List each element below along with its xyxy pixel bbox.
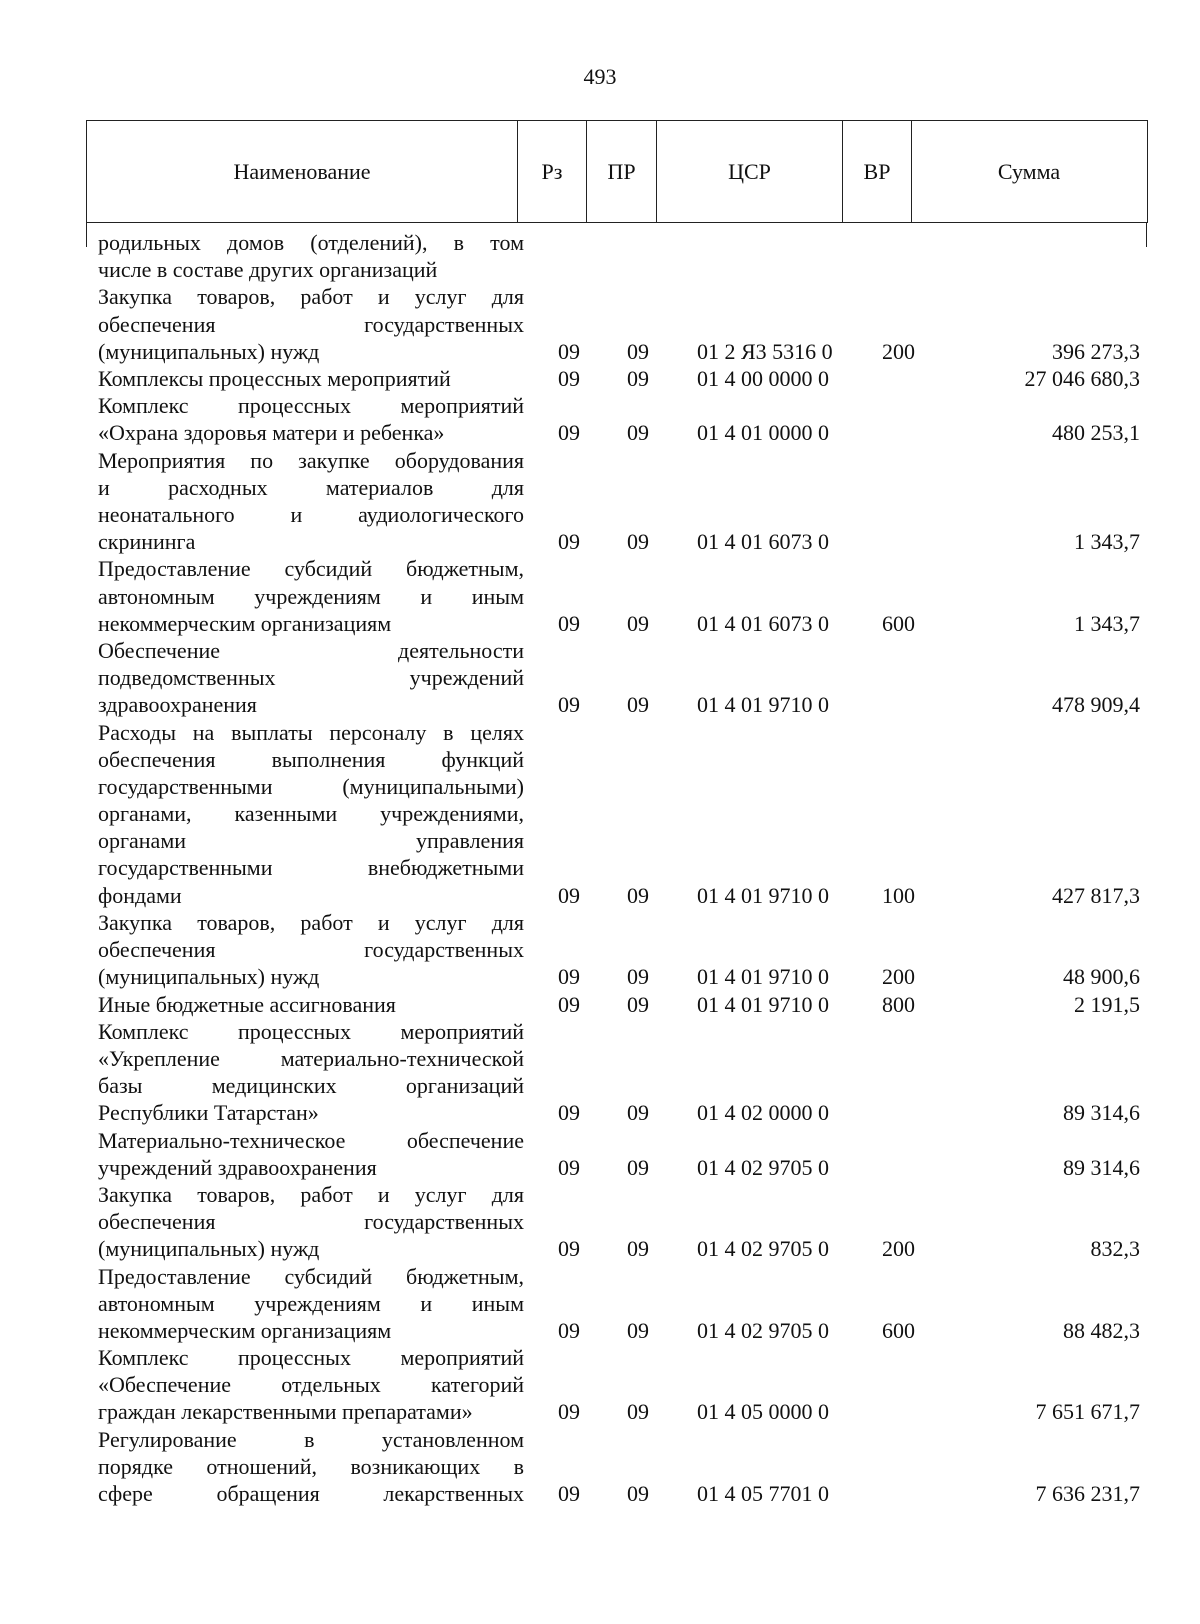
row-csr: 01 4 02 0000 0 bbox=[697, 1100, 829, 1126]
row-name-line: фондами bbox=[98, 882, 182, 908]
row-name-line: Регулирование в установленном bbox=[98, 1426, 524, 1452]
table-row bbox=[0, 1344, 1200, 1426]
row-name bbox=[98, 991, 524, 1018]
row-pr: 09 bbox=[627, 991, 649, 1017]
row-pr: 09 bbox=[627, 692, 649, 718]
row-rz: 09 bbox=[558, 964, 580, 990]
table-row bbox=[0, 283, 1200, 365]
row-name-line: обеспечения государственных bbox=[98, 311, 524, 337]
row-sum: 480 253,1 bbox=[1052, 420, 1140, 446]
row-name-line: учреждений здравоохранения bbox=[98, 1154, 377, 1180]
row-pr: 09 bbox=[627, 1481, 649, 1507]
row-rz: 09 bbox=[558, 529, 580, 555]
table-row bbox=[0, 229, 1200, 283]
row-sum: 27 046 680,3 bbox=[1024, 365, 1140, 391]
row-pr: 09 bbox=[627, 610, 649, 636]
row-rz: 09 bbox=[558, 365, 580, 391]
row-csr: 01 2 Я3 5316 0 bbox=[697, 338, 833, 364]
row-pr: 09 bbox=[627, 365, 649, 391]
row-name-line: некоммерческим организациям bbox=[98, 610, 392, 636]
row-name-line: государственными (муниципальными) bbox=[98, 773, 524, 799]
row-vr: 800 bbox=[882, 991, 915, 1017]
row-csr: 01 4 01 9710 0 bbox=[697, 692, 829, 718]
table-row bbox=[0, 1426, 1200, 1508]
row-name bbox=[98, 1127, 524, 1181]
row-name-line: Обеспечение деятельности bbox=[98, 637, 524, 663]
row-name-line: (муниципальных) нужд bbox=[98, 338, 320, 364]
table-header bbox=[86, 120, 1148, 223]
row-name-line: «Обеспечение отдельных категорий bbox=[98, 1372, 524, 1398]
row-name bbox=[98, 1263, 524, 1345]
row-pr: 09 bbox=[627, 1100, 649, 1126]
row-name-line: Предоставление субсидий бюджетным, bbox=[98, 556, 524, 582]
row-name-line: Республики Татарстан» bbox=[98, 1100, 319, 1126]
table-row bbox=[0, 909, 1200, 991]
row-name-line: здравоохранения bbox=[98, 692, 257, 718]
row-pr: 09 bbox=[627, 529, 649, 555]
row-name-line: Мероприятия по закупке оборудования bbox=[98, 447, 524, 473]
row-name-line: автономным учреждениям и иным bbox=[98, 583, 524, 609]
row-sum: 7 651 671,7 bbox=[1035, 1399, 1140, 1425]
table-row bbox=[0, 1018, 1200, 1127]
page-number: 493 bbox=[583, 64, 617, 89]
row-name-line: обеспечения государственных bbox=[98, 937, 524, 963]
row-name bbox=[98, 283, 524, 365]
row-name-line: «Укрепление материально-технической bbox=[98, 1045, 524, 1071]
row-vr: 600 bbox=[882, 610, 915, 636]
row-rz: 09 bbox=[558, 1154, 580, 1180]
row-rz: 09 bbox=[558, 1236, 580, 1262]
row-name-line: Закупка товаров, работ и услуг для bbox=[98, 284, 524, 310]
row-name bbox=[98, 365, 524, 392]
table-row bbox=[0, 991, 1200, 1018]
row-rz: 09 bbox=[558, 1100, 580, 1126]
row-name-line: граждан лекарственными препаратами» bbox=[98, 1399, 473, 1425]
row-name-line: «Охрана здоровья матери и ребенка» bbox=[98, 420, 445, 446]
row-rz: 09 bbox=[558, 991, 580, 1017]
row-name-line: Комплексы процессных мероприятий bbox=[98, 365, 451, 391]
row-csr: 01 4 00 0000 0 bbox=[697, 365, 829, 391]
row-name-line: (муниципальных) нужд bbox=[98, 964, 320, 990]
row-name-line: порядке отношений, возникающих в bbox=[98, 1453, 524, 1479]
row-name bbox=[98, 1018, 524, 1127]
row-name-line: базы медицинских организаций bbox=[98, 1073, 524, 1099]
table-row bbox=[0, 1263, 1200, 1345]
row-pr: 09 bbox=[627, 1236, 649, 1262]
table-row bbox=[0, 719, 1200, 909]
row-csr: 01 4 01 9710 0 bbox=[697, 964, 829, 990]
row-name bbox=[98, 229, 524, 283]
row-pr: 09 bbox=[627, 1154, 649, 1180]
row-rz: 09 bbox=[558, 882, 580, 908]
row-pr: 09 bbox=[627, 964, 649, 990]
row-name bbox=[98, 447, 524, 556]
row-name-line: автономным учреждениям и иным bbox=[98, 1290, 524, 1316]
row-name bbox=[98, 392, 524, 446]
row-csr: 01 4 01 9710 0 bbox=[697, 991, 829, 1017]
row-rz: 09 bbox=[558, 692, 580, 718]
row-csr: 01 4 05 0000 0 bbox=[697, 1399, 829, 1425]
row-sum: 832,3 bbox=[1090, 1236, 1140, 1262]
row-sum: 7 636 231,7 bbox=[1035, 1481, 1140, 1507]
header-rz: Рз bbox=[518, 121, 587, 222]
row-name-line: Закупка товаров, работ и услуг для bbox=[98, 909, 524, 935]
table-row bbox=[0, 365, 1200, 392]
row-sum: 88 482,3 bbox=[1063, 1317, 1140, 1343]
row-name-line: и расходных материалов для bbox=[98, 474, 524, 500]
table-row bbox=[0, 555, 1200, 637]
row-sum: 89 314,6 bbox=[1063, 1100, 1140, 1126]
row-name-line: обеспечения выполнения функций bbox=[98, 746, 524, 772]
row-pr: 09 bbox=[627, 882, 649, 908]
row-vr: 200 bbox=[882, 1236, 915, 1262]
header-pr: ПР bbox=[587, 121, 657, 222]
row-sum: 48 900,6 bbox=[1063, 964, 1140, 990]
row-name-line: подведомственных учреждений bbox=[98, 665, 524, 691]
row-rz: 09 bbox=[558, 338, 580, 364]
row-name-line: скрининга bbox=[98, 529, 196, 555]
table-row bbox=[0, 1181, 1200, 1263]
row-csr: 01 4 01 9710 0 bbox=[697, 882, 829, 908]
row-name-line: некоммерческим организациям bbox=[98, 1317, 392, 1343]
row-vr: 200 bbox=[882, 964, 915, 990]
row-name bbox=[98, 1181, 524, 1263]
row-sum: 89 314,6 bbox=[1063, 1154, 1140, 1180]
row-name-line: Предоставление субсидий бюджетным, bbox=[98, 1263, 524, 1289]
row-name-line: Иные бюджетные ассигнования bbox=[98, 991, 396, 1017]
row-pr: 09 bbox=[627, 338, 649, 364]
row-sum: 2 191,5 bbox=[1074, 991, 1140, 1017]
row-name-line: Материально-техническое обеспечение bbox=[98, 1127, 524, 1153]
row-name bbox=[98, 1426, 524, 1508]
row-name bbox=[98, 719, 524, 909]
row-vr: 200 bbox=[882, 338, 915, 364]
row-name bbox=[98, 637, 524, 719]
header-vr: ВР bbox=[843, 121, 912, 222]
row-csr: 01 4 01 6073 0 bbox=[697, 610, 829, 636]
table-row bbox=[0, 447, 1200, 556]
row-rz: 09 bbox=[558, 1399, 580, 1425]
row-sum: 427 817,3 bbox=[1052, 882, 1140, 908]
row-name-line: обеспечения государственных bbox=[98, 1209, 524, 1235]
row-csr: 01 4 02 9705 0 bbox=[697, 1154, 829, 1180]
row-csr: 01 4 01 0000 0 bbox=[697, 420, 829, 446]
row-name bbox=[98, 909, 524, 991]
row-name-line: органами управления bbox=[98, 828, 524, 854]
row-pr: 09 bbox=[627, 1317, 649, 1343]
row-name bbox=[98, 555, 524, 637]
table-row bbox=[0, 1127, 1200, 1181]
row-csr: 01 4 01 6073 0 bbox=[697, 529, 829, 555]
row-vr: 600 bbox=[882, 1317, 915, 1343]
row-csr: 01 4 02 9705 0 bbox=[697, 1317, 829, 1343]
row-name-line: Закупка товаров, работ и услуг для bbox=[98, 1181, 524, 1207]
row-name-line: Комплекс процессных мероприятий bbox=[98, 1345, 524, 1371]
row-name-line: Комплекс процессных мероприятий bbox=[98, 393, 524, 419]
row-csr: 01 4 05 7701 0 bbox=[697, 1481, 829, 1507]
row-name-line: родильных домов (отделений), в том bbox=[98, 230, 524, 255]
row-name-line: государственными внебюджетными bbox=[98, 855, 524, 881]
row-name-line: сфере обращения лекарственных bbox=[98, 1481, 524, 1507]
row-rz: 09 bbox=[558, 1481, 580, 1507]
row-sum: 478 909,4 bbox=[1052, 692, 1140, 718]
table-row bbox=[0, 392, 1200, 446]
row-sum: 396 273,3 bbox=[1052, 338, 1140, 364]
row-name-line: органами, казенными учреждениями, bbox=[98, 801, 524, 827]
header-sum: Сумма bbox=[997, 158, 1061, 184]
table-body bbox=[0, 229, 1200, 1507]
row-rz: 09 bbox=[558, 610, 580, 636]
row-name-line: Комплекс процессных мероприятий bbox=[98, 1018, 524, 1044]
row-rz: 09 bbox=[558, 1317, 580, 1343]
row-name-line: (муниципальных) нужд bbox=[98, 1236, 320, 1262]
row-name bbox=[98, 1344, 524, 1426]
row-name-line: числе в составе других организаций bbox=[98, 257, 438, 283]
header-csr: ЦСР bbox=[657, 121, 843, 222]
row-pr: 09 bbox=[627, 420, 649, 446]
row-sum: 1 343,7 bbox=[1074, 610, 1140, 636]
table-row bbox=[0, 637, 1200, 719]
row-sum: 1 343,7 bbox=[1074, 529, 1140, 555]
header-name: Наименование bbox=[87, 121, 518, 222]
row-rz: 09 bbox=[558, 420, 580, 446]
row-vr: 100 bbox=[882, 882, 915, 908]
row-name-line: неонатального и аудиологического bbox=[98, 501, 524, 527]
row-name-line: Расходы на выплаты персоналу в целях bbox=[98, 719, 524, 745]
row-csr: 01 4 02 9705 0 bbox=[697, 1236, 829, 1262]
row-pr: 09 bbox=[627, 1399, 649, 1425]
